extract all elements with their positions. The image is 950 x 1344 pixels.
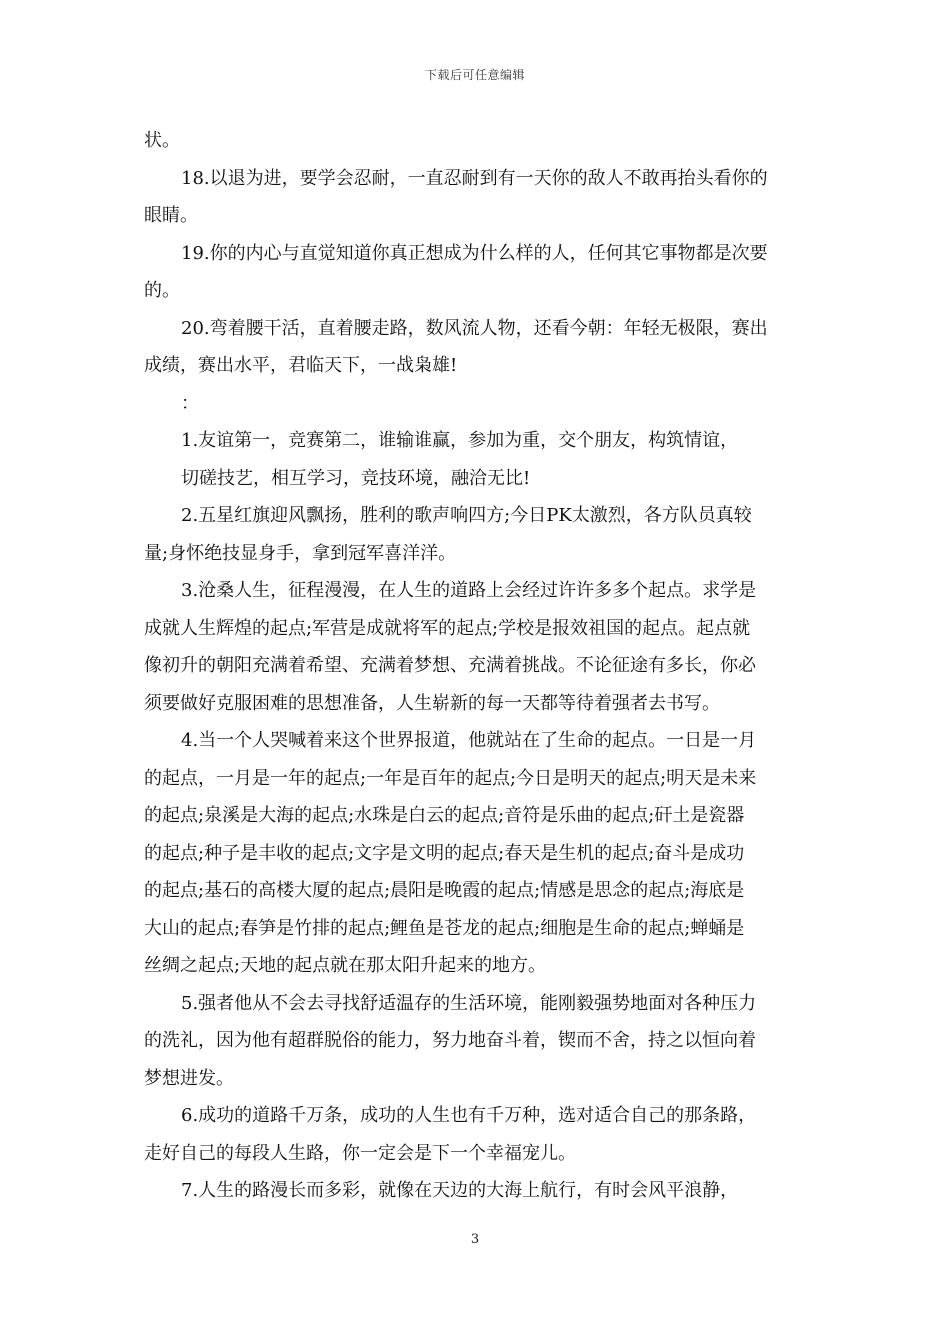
- text-line: 18.以退为进，要学会忍耐，一直忍耐到有一天你的敌人不敢再抬头看你的: [181, 167, 768, 189]
- text-line: 的起点，一月是一年的起点;一年是百年的起点;今日是明天的起点;明天是未来: [144, 767, 757, 789]
- text-line: 3.沧桑人生，征程漫漫，在人生的道路上会经过许许多多个起点。求学是: [181, 580, 757, 601]
- text-line: 的起点;基石的高楼大厦的起点;晨阳是晚霞的起点;情感是思念的起点;海底是: [144, 880, 745, 901]
- page-number: 3: [470, 1232, 480, 1247]
- text-line: 梦想进发。: [144, 1067, 234, 1089]
- text-line: 19.你的内心与直觉知道你真正想成为什么样的人，任何其它事物都是次要: [181, 242, 768, 264]
- text-line: 5.强者他从不会去寻找舒适温存的生活环境，能刚毅强势地面对各种压力: [181, 992, 757, 1014]
- text-line: 像初升的朝阳充满着希望、充满着梦想、充满着挑战。不论征途有多长，你必: [144, 655, 756, 676]
- text-line: 6.成功的道路千万条，成功的人生也有千万种，选对适合自己的那条路，: [181, 1105, 757, 1126]
- text-line: 7.人生的路漫长而多彩，就像在天边的大海上航行，有时会风平浪静，: [181, 1180, 739, 1201]
- text-line: 的洗礼，因为他有超群脱俗的能力，努力地奋斗着，锲而不舍，持之以恒向着: [144, 1030, 756, 1051]
- text-line: 的。: [144, 280, 180, 301]
- text-line: 眼睛。: [144, 205, 198, 226]
- text-line: 成绩，赛出水平，君临天下，一战枭雄!: [144, 355, 458, 376]
- text-line: 量;身怀绝技显身手，拿到冠军喜洋洋。: [144, 542, 457, 564]
- text-line: 须要做好克服困难的思想准备，人生崭新的每一天都等待着强者去书写。: [144, 692, 720, 714]
- text-line: 2.五星红旗迎风飘扬，胜利的歌声响四方;今日PK太激烈，各方队员真较: [181, 505, 752, 526]
- text-line: 切磋技艺，相互学习，竞技环境，融洽无比!: [181, 467, 531, 489]
- text-line: 状。: [144, 130, 180, 151]
- text-line: 丝绸之起点;天地的起点就在那太阳升起来的地方。: [144, 955, 547, 976]
- page-header: 下载后可任意编辑: [424, 68, 525, 82]
- text-line: 成就人生辉煌的起点;军营是成就将军的起点;学校是报效祖国的起点。起点就: [144, 617, 751, 639]
- text-line: 1.友谊第一，竞赛第二，谁输谁赢，参加为重，交个朋友，构筑情谊，: [181, 430, 739, 451]
- text-line: 的起点;泉溪是大海的起点;水珠是白云的起点;音符是乐曲的起点;矸土是瓷器: [144, 805, 745, 826]
- document-body: [144, 122, 808, 1210]
- text-line: 4.当一个人哭喊着来这个世界报道，他就站在了生命的起点。一日是一月: [181, 730, 757, 751]
- text-line: 20.弯着腰干活，直着腰走路，数风流人物，还看今朝：年轻无极限，赛出: [181, 317, 768, 339]
- text-line: 走好自己的每段人生路，你一定会是下一个幸福宠儿。: [144, 1142, 576, 1164]
- text-line: ：: [181, 392, 199, 414]
- text-line: 大山的起点;春笋是竹排的起点;鲤鱼是苍龙的起点;细胞是生命的起点;蝉蛹是: [144, 917, 745, 939]
- text-line: 的起点;种子是丰收的起点;文字是文明的起点;春天是生机的起点;奋斗是成功: [144, 842, 745, 864]
